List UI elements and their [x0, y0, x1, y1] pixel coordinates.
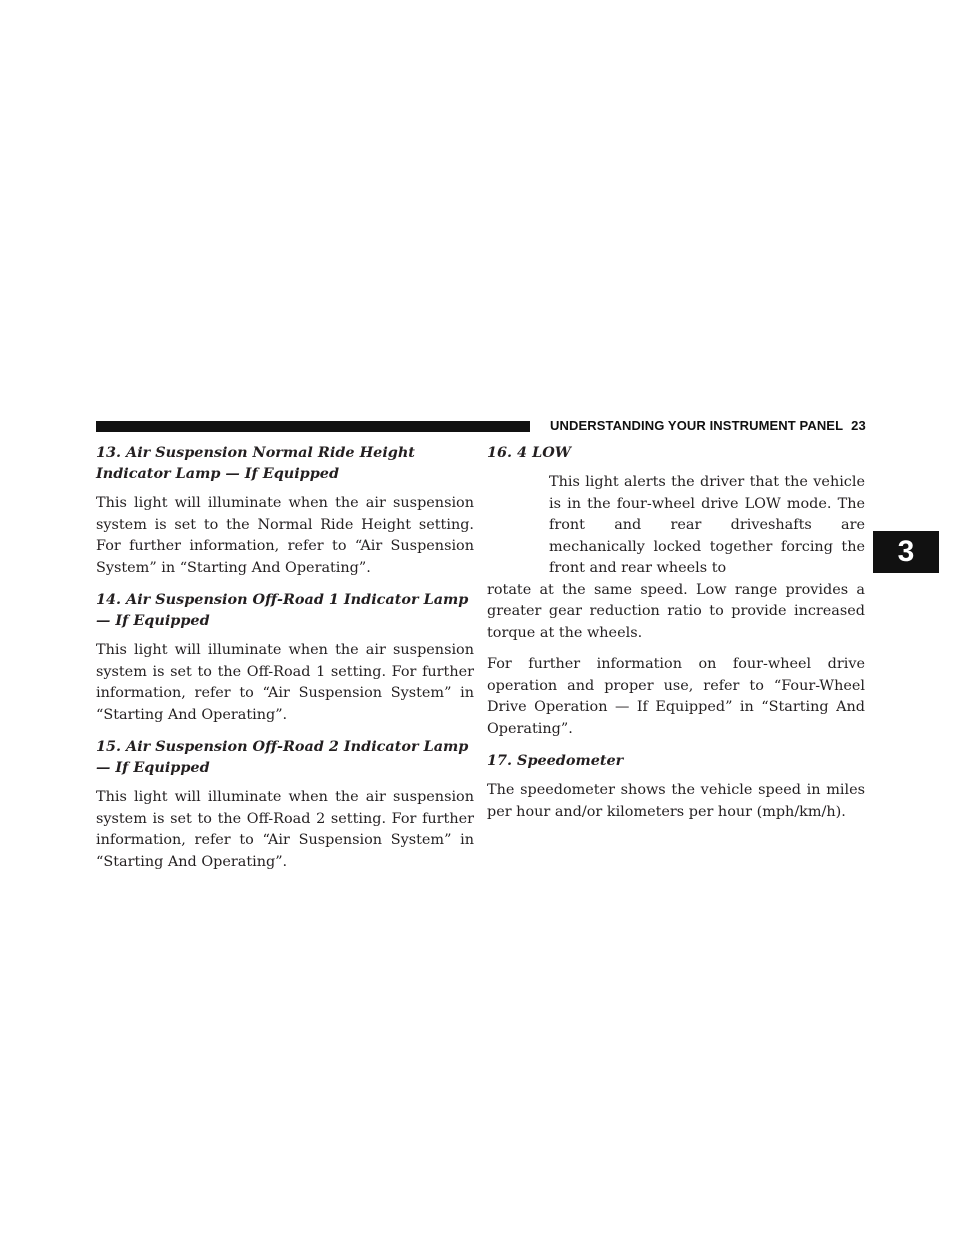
section-heading-14: 14. Air Suspension Off-Road 1 Indicator Lamp — If Equipped: [96, 591, 469, 629]
section-body-15: This light will illuminate when the air suspension system is set to the Off-Road 2 setting. For further information, refer to “Air Suspension System” in “Starting And Operating”.: [96, 789, 474, 870]
header-title: UNDERSTANDING YOUR INSTRUMENT PANEL: [550, 418, 844, 433]
section-body-14: This light will illuminate when the air suspension system is set to the Off-Road 1 setting. For further information, refer to “Air Suspension System” in “Starting And Operating”.: [96, 642, 474, 723]
section-body-17: The speedometer shows the vehicle speed in miles per hour and/or kilometers per hour (mph/km/h).: [487, 782, 865, 820]
running-header: [550, 418, 866, 433]
header-rule: [96, 421, 530, 432]
section-body-13: This light will illuminate when the air suspension system is set to the Normal Ride Height setting. For further information, refer to “Air Suspension System” in “Starting And Operating”.: [96, 495, 474, 576]
section-heading-15: 15. Air Suspension Off-Road 2 Indicator Lamp — If Equipped: [96, 738, 469, 776]
section-body-16-indented: This light alerts the driver that the vehicle is in the four-wheel drive LOW mode. The front and rear driveshafts are mechanically locked together forcing the front and rear wheels to: [549, 474, 865, 576]
page-number: 23: [851, 418, 866, 433]
chapter-tab: 3: [873, 531, 939, 573]
section-heading-16: 16. 4 LOW: [487, 444, 571, 461]
right-column: [487, 442, 865, 833]
section-heading-17: 17. Speedometer: [487, 752, 624, 769]
section-body-16-continued: rotate at the same speed. Low range provides a greater gear reduction ratio to provide increased torque at the wheels.: [487, 581, 865, 641]
left-column: [96, 442, 474, 883]
section-heading-13: 13. Air Suspension Normal Ride Height Indicator Lamp — If Equipped: [96, 444, 415, 482]
indicator-icon-space: [549, 472, 865, 580]
section-body-16-further: For further information on four-wheel drive operation and proper use, refer to “Four-Wheel Drive Operation — If Equipped” in “Starting And Operating”.: [487, 656, 865, 737]
